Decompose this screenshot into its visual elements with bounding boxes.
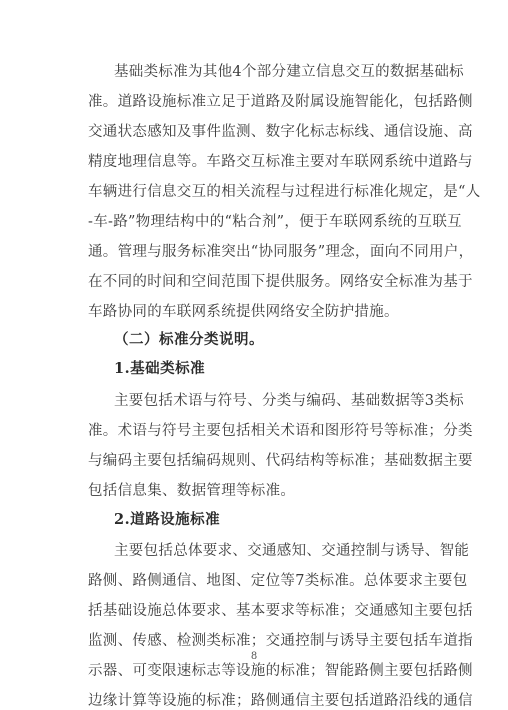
subsection-heading: 1.基础类标准 (114, 360, 206, 377)
paragraph-line: 交通状态感知及事件监测、数字化标志标线、通信设施、高 (88, 124, 473, 140)
paragraph-line: 边缘计算等设施的标准；路侧通信主要包括道路沿线的通信 (88, 693, 473, 709)
paragraph-line: 准。道路设施标准立足于道路及附属设施智能化，包括路侧 (88, 94, 473, 110)
paragraph-line: 基础类标准为其他4个部分建立信息交互的数据基础标 (114, 64, 464, 80)
paragraph-line: 车路协同的车联网系统提供网络安全防护措施。 (88, 304, 399, 320)
paragraph-line: 通。管理与服务标准突出“协同服务”理念，面向不同用户， (88, 244, 474, 260)
subsection-heading: 2.道路设施标准 (114, 511, 221, 528)
paragraph-line: 主要包括术语与符号、分类与编码、基础数据等3类标 (114, 393, 464, 409)
paragraph-line: 与编码主要包括编码规则、代码结构等标准；基础数据主要 (88, 453, 473, 469)
paragraph-line: 路侧、路侧通信、地图、定位等7类标准。总体要求主要包 (88, 573, 468, 589)
paragraph-line: 精度地理信息等。车路交互标准主要对车联网系统中道路与 (88, 154, 473, 170)
paragraph-line: -车-路”物理结构中的“粘合剂”，便于车联网系统的互联互 (88, 214, 462, 230)
paragraph-line: 包括信息集、数据管理等标准。 (88, 483, 296, 499)
paragraph-line: 在不同的时间和空间范围下提供服务。网络安全标准为基于 (88, 274, 473, 290)
page-number: 8 (250, 651, 258, 662)
paragraph-line: 车辆进行信息交互的相关流程与过程进行标准化规定，是“人 (88, 184, 481, 200)
paragraph-line: 示器、可变限速标志等设施的标准；智能路侧主要包括路侧 (88, 663, 473, 679)
paragraph-line: 括基础设施总体要求、基本要求等标准；交通感知主要包括 (88, 603, 473, 619)
paragraph-line: 监测、传感、检测类标准；交通控制与诱导主要包括车道指 (88, 633, 473, 649)
paragraph-line: 主要包括总体要求、交通感知、交通控制与诱导、智能 (114, 543, 470, 559)
section-heading: （二）标准分类说明。 (114, 331, 264, 348)
paragraph-line: 准。术语与符号主要包括相关术语和图形符号等标准；分类 (88, 423, 473, 439)
